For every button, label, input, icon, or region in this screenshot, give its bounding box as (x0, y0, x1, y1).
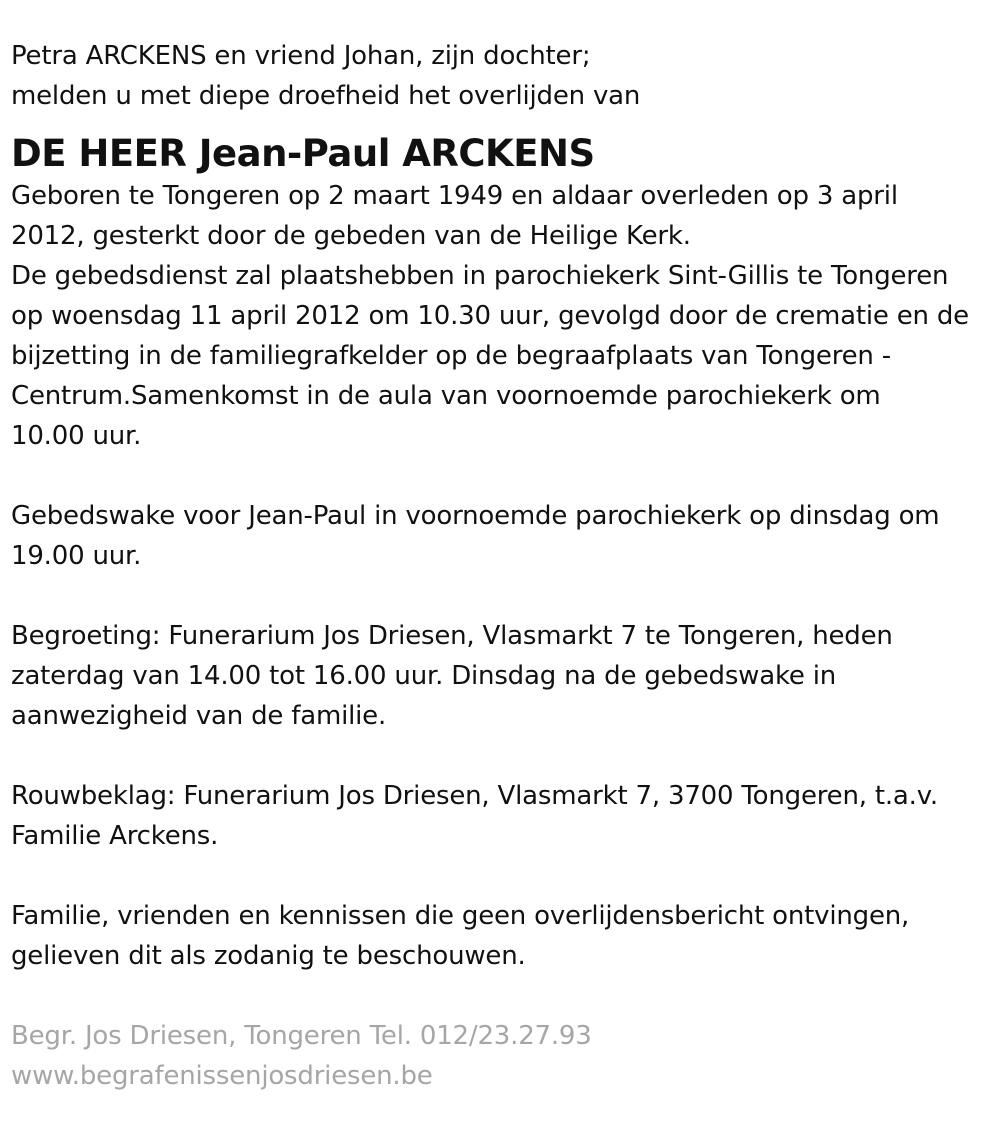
details-line: 2012, gesterkt door de gebeden van de Heilige Kerk. (11, 221, 691, 251)
wake-paragraph (11, 496, 991, 576)
spacer (11, 576, 991, 616)
death-notice (11, 36, 991, 1096)
details-line: 10.00 uur. (11, 421, 142, 451)
condolences-line: Familie Arckens. (11, 821, 219, 851)
details-paragraph (11, 176, 991, 456)
details-line: Centrum.Samenkomst in de aula van voornoemde parochiekerk om (11, 381, 881, 411)
greeting-paragraph (11, 616, 991, 736)
details-line: op woensdag 11 april 2012 om 10.30 uur, gevolgd door de crematie en de (11, 301, 969, 331)
deceased-name: DE HEER Jean-Paul ARCKENS (11, 132, 595, 175)
spacer (11, 736, 991, 776)
spacer (11, 976, 991, 1016)
wake-line: Gebedswake voor Jean-Paul in voornoemde parochiekerk op dinsdag om (11, 501, 940, 531)
undertaker-website: www.begrafenissenjosdriesen.be (11, 1061, 433, 1091)
spacer (11, 456, 991, 496)
greeting-line: Begroeting: Funerarium Jos Driesen, Vlasmarkt 7 te Tongeren, heden (11, 621, 893, 651)
condolences-line: Rouwbeklag: Funerarium Jos Driesen, Vlasmarkt 7, 3700 Tongeren, t.a.v. (11, 781, 938, 811)
closing-paragraph (11, 896, 991, 976)
details-line: Geboren te Tongeren op 2 maart 1949 en aldaar overleden op 3 april (11, 181, 898, 211)
greeting-line: zaterdag van 14.00 tot 16.00 uur. Dinsdag na de gebedswake in (11, 661, 837, 691)
closing-line: Familie, vrienden en kennissen die geen overlijdensbericht ontvingen, (11, 901, 910, 931)
greeting-line: aanwezigheid van de familie. (11, 701, 387, 731)
intro-line-2: melden u met diepe droefheid het overlijden van (11, 81, 641, 111)
wake-line: 19.00 uur. (11, 541, 142, 571)
undertaker-footer (11, 1016, 991, 1096)
details-line: bijzetting in de familiegrafkelder op de begraafplaats van Tongeren - (11, 341, 891, 371)
undertaker-contact: Begr. Jos Driesen, Tongeren Tel. 012/23.27.93 (11, 1021, 592, 1051)
spacer (11, 856, 991, 896)
closing-line: gelieven dit als zodanig te beschouwen. (11, 941, 526, 971)
details-line: De gebedsdienst zal plaatshebben in parochiekerk Sint-Gillis te Tongeren (11, 261, 949, 291)
condolences-paragraph (11, 776, 991, 856)
intro-line-1: Petra ARCKENS en vriend Johan, zijn dochter; (11, 41, 591, 71)
